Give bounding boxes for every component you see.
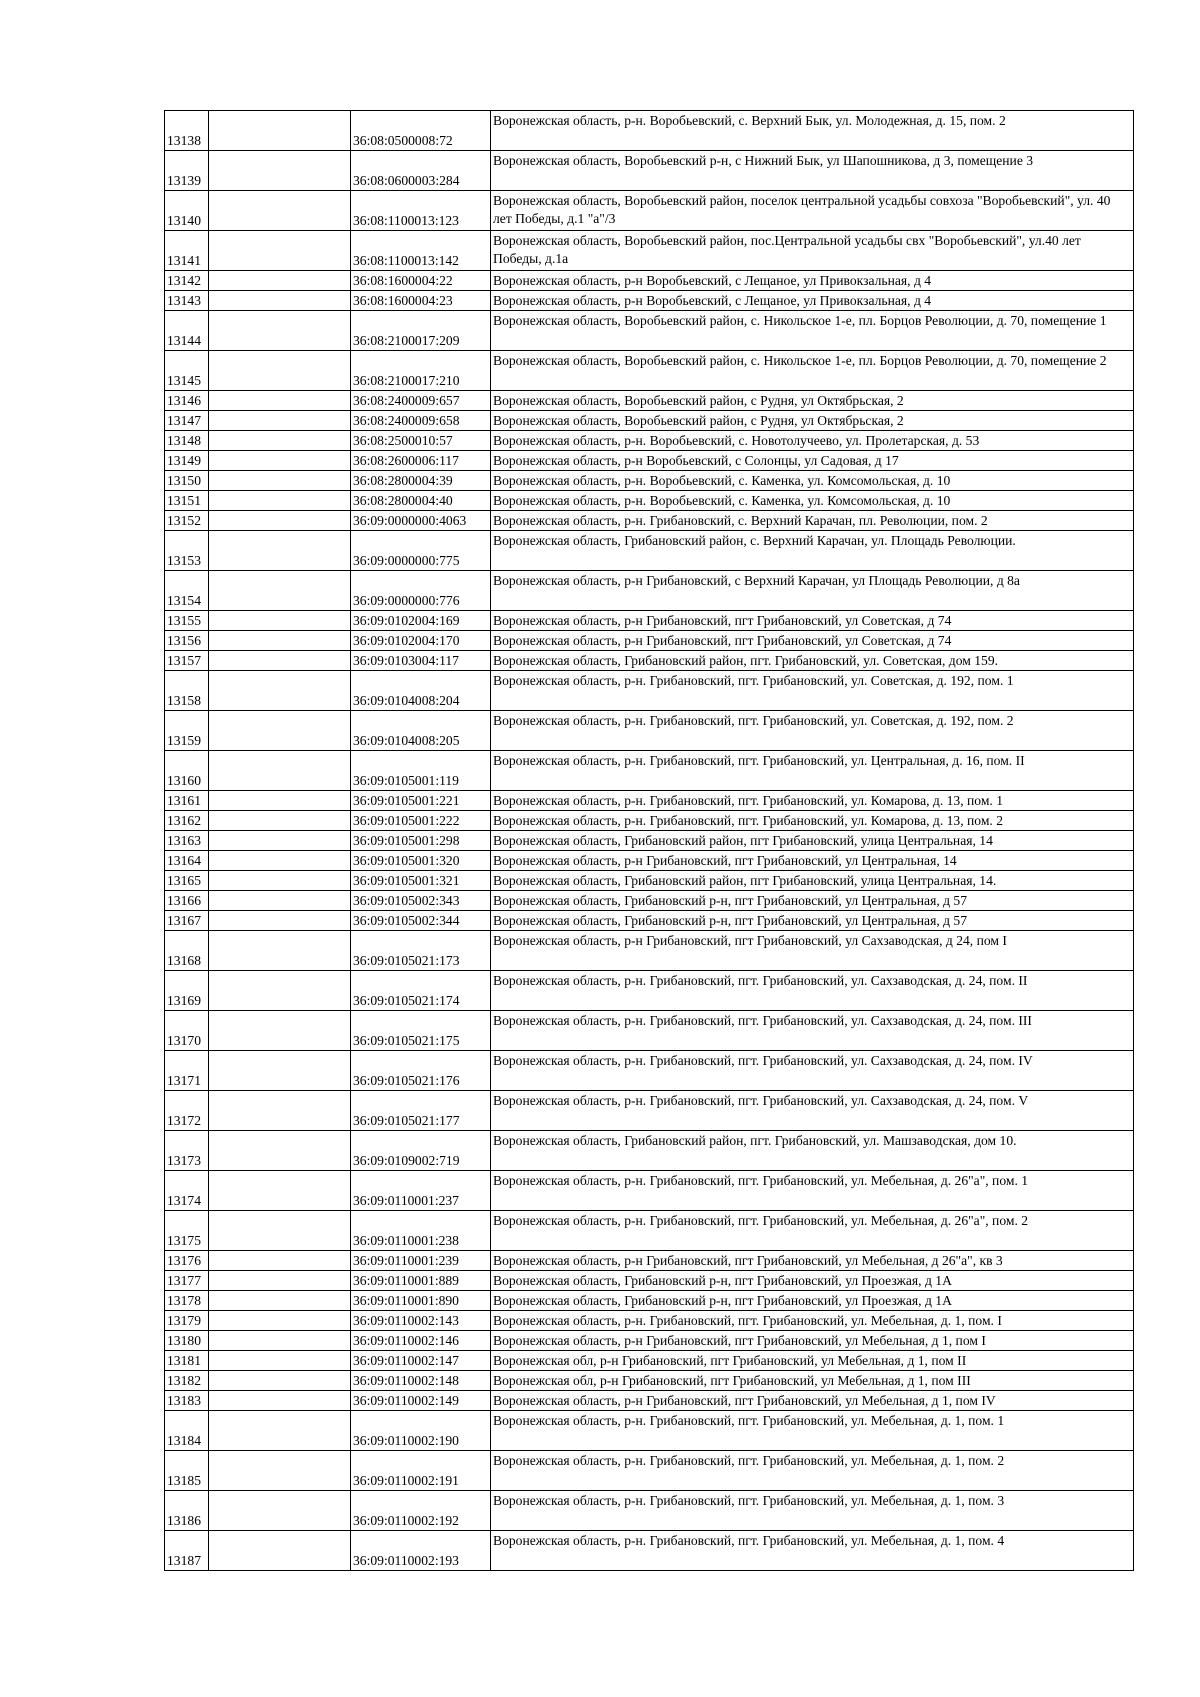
address: Воронежская область, Воробьевский район, поселок центральной усадьбы совхоза "Воробьевский", ул. 40 лет Победы, д.1 "а"/3	[491, 191, 1134, 231]
address: Воронежская область, Грибановский район, пгт. Грибановский, ул. Советская, дом 159.	[491, 651, 1134, 671]
empty-cell	[209, 311, 351, 351]
cadastral-number: 36:09:0102004:169	[351, 611, 491, 631]
row-number: 13151	[165, 491, 209, 511]
empty-cell	[209, 1391, 351, 1411]
empty-cell	[209, 451, 351, 471]
row-number: 13162	[165, 811, 209, 831]
row-number: 13149	[165, 451, 209, 471]
cadastral-number: 36:09:0109002:719	[351, 1131, 491, 1171]
address: Воронежская область, Грибановский р-н, пгт Грибановский, ул Проезжая, д 1А	[491, 1271, 1134, 1291]
address: Воронежская область, р-н Грибановский, пгт Грибановский, ул Мебельная, д 26"а", кв 3	[491, 1251, 1134, 1271]
table-row	[165, 451, 1134, 471]
cadastral-number: 36:09:0110002:192	[351, 1491, 491, 1531]
address: Воронежская область, р-н. Грибановский, пгт. Грибановский, ул. Комарова, д. 13, пом. 1	[491, 791, 1134, 811]
empty-cell	[209, 1311, 351, 1331]
address: Воронежская область, р-н. Воробьевский, с. Новотолучеево, ул. Пролетарская, д. 53	[491, 431, 1134, 451]
empty-cell	[209, 1411, 351, 1451]
empty-cell	[209, 111, 351, 151]
table-row	[165, 1091, 1134, 1131]
address: Воронежская область, р-н Грибановский, пгт Грибановский, ул Советская, д 74	[491, 631, 1134, 651]
empty-cell	[209, 431, 351, 451]
row-number: 13172	[165, 1091, 209, 1131]
table-row	[165, 311, 1134, 351]
row-number: 13175	[165, 1211, 209, 1251]
cadastral-number: 36:09:0102004:170	[351, 631, 491, 651]
row-number: 13154	[165, 571, 209, 611]
cadastral-number: 36:08:2600006:117	[351, 451, 491, 471]
empty-cell	[209, 471, 351, 491]
table-row	[165, 391, 1134, 411]
empty-cell	[209, 291, 351, 311]
row-number: 13176	[165, 1251, 209, 1271]
row-number: 13186	[165, 1491, 209, 1531]
table-row	[165, 791, 1134, 811]
empty-cell	[209, 1491, 351, 1531]
table-row	[165, 1531, 1134, 1571]
address: Воронежская область, р-н. Грибановский, пгт. Грибановский, ул. Сахзаводская, д. 24, пом. III	[491, 1011, 1134, 1051]
cadastral-number: 36:09:0110002:146	[351, 1331, 491, 1351]
cadastral-number: 36:09:0110002:193	[351, 1531, 491, 1571]
table-row	[165, 931, 1134, 971]
empty-cell	[209, 1451, 351, 1491]
cadastral-number: 36:09:0105021:173	[351, 931, 491, 971]
empty-cell	[209, 1131, 351, 1171]
table-row	[165, 231, 1134, 271]
table-row	[165, 571, 1134, 611]
cadastral-number: 36:08:2100017:210	[351, 351, 491, 391]
row-number: 13181	[165, 1351, 209, 1371]
table-row	[165, 351, 1134, 391]
address: Воронежская область, р-н. Грибановский, пгт. Грибановский, ул. Мебельная, д. 1, пом. 1	[491, 1411, 1134, 1451]
empty-cell	[209, 1351, 351, 1371]
row-number: 13173	[165, 1131, 209, 1171]
table-row	[165, 711, 1134, 751]
address: Воронежская область, р-н. Воробьевский, с. Каменка, ул. Комсомольская, д. 10	[491, 491, 1134, 511]
table-row	[165, 751, 1134, 791]
empty-cell	[209, 531, 351, 571]
empty-cell	[209, 1091, 351, 1131]
row-number: 13182	[165, 1371, 209, 1391]
row-number: 13142	[165, 271, 209, 291]
cadastral-number: 36:08:1100013:123	[351, 191, 491, 231]
address: Воронежская область, р-н. Грибановский, пгт. Грибановский, ул. Сахзаводская, д. 24, пом. IV	[491, 1051, 1134, 1091]
cadastral-number: 36:09:0105021:176	[351, 1051, 491, 1091]
cadastral-number: 36:08:1600004:22	[351, 271, 491, 291]
row-number: 13145	[165, 351, 209, 391]
row-number: 13155	[165, 611, 209, 631]
row-number: 13169	[165, 971, 209, 1011]
address: Воронежская область, Грибановский район, с. Верхний Карачан, ул. Площадь Революции.	[491, 531, 1134, 571]
address: Воронежская область, Грибановский р-н, пгт Грибановский, ул Центральная, д 57	[491, 911, 1134, 931]
table-row	[165, 1411, 1134, 1451]
row-number: 13170	[165, 1011, 209, 1051]
empty-cell	[209, 231, 351, 271]
cadastral-number: 36:09:0110001:890	[351, 1291, 491, 1311]
row-number: 13153	[165, 531, 209, 571]
table-row	[165, 191, 1134, 231]
table-row	[165, 1251, 1134, 1271]
address: Воронежская область, Грибановский район, пгт. Грибановский, ул. Машзаводская, дом 10.	[491, 1131, 1134, 1171]
empty-cell	[209, 1331, 351, 1351]
cadastral-number: 36:09:0105002:344	[351, 911, 491, 931]
row-number: 13166	[165, 891, 209, 911]
row-number: 13177	[165, 1271, 209, 1291]
row-number: 13146	[165, 391, 209, 411]
cadastral-number: 36:09:0104008:204	[351, 671, 491, 711]
empty-cell	[209, 631, 351, 651]
empty-cell	[209, 911, 351, 931]
empty-cell	[209, 891, 351, 911]
address: Воронежская область, Воробьевский район, пос.Центральной усадьбы свх "Воробьевский", ул.40 лет Победы, д.1а	[491, 231, 1134, 271]
empty-cell	[209, 491, 351, 511]
empty-cell	[209, 151, 351, 191]
row-number: 13179	[165, 1311, 209, 1331]
table-row	[165, 1351, 1134, 1371]
table-row	[165, 631, 1134, 651]
address: Воронежская область, Воробьевский район, с Рудня, ул Октябрьская, 2	[491, 391, 1134, 411]
register-body	[165, 111, 1134, 1571]
cadastral-number: 36:09:0110001:889	[351, 1271, 491, 1291]
cadastral-number: 36:08:2800004:39	[351, 471, 491, 491]
cadastral-number: 36:09:0104008:205	[351, 711, 491, 751]
address: Воронежская область, р-н. Грибановский, пгт. Грибановский, ул. Мебельная, д. 26"а", пом. 2	[491, 1211, 1134, 1251]
empty-cell	[209, 1011, 351, 1051]
cadastral-number: 36:08:2400009:658	[351, 411, 491, 431]
empty-cell	[209, 711, 351, 751]
row-number: 13185	[165, 1451, 209, 1491]
cadastral-number: 36:09:0103004:117	[351, 651, 491, 671]
table-row	[165, 1211, 1134, 1251]
empty-cell	[209, 411, 351, 431]
table-row	[165, 1331, 1134, 1351]
address: Воронежская область, Воробьевский р-н, с Нижний Бык, ул Шапошникова, д 3, помещение 3	[491, 151, 1134, 191]
address: Воронежская область, р-н. Грибановский, пгт. Грибановский, ул. Мебельная, д. 1, пом. 3	[491, 1491, 1134, 1531]
cadastral-number: 36:09:0105002:343	[351, 891, 491, 911]
table-row	[165, 1271, 1134, 1291]
empty-cell	[209, 871, 351, 891]
address: Воронежская область, р-н Воробьевский, с Лещаное, ул Привокзальная, д 4	[491, 271, 1134, 291]
cadastral-number: 36:09:0110001:238	[351, 1211, 491, 1251]
empty-cell	[209, 271, 351, 291]
cadastral-number: 36:09:0105001:320	[351, 851, 491, 871]
row-number: 13144	[165, 311, 209, 351]
address: Воронежская область, р-н Грибановский, пгт Грибановский, ул Советская, д 74	[491, 611, 1134, 631]
row-number: 13180	[165, 1331, 209, 1351]
cadastral-number: 36:09:0110002:191	[351, 1451, 491, 1491]
row-number: 13178	[165, 1291, 209, 1311]
table-row	[165, 1171, 1134, 1211]
address: Воронежская область, р-н. Грибановский, пгт. Грибановский, ул. Мебельная, д. 26"а", пом. 1	[491, 1171, 1134, 1211]
row-number: 13187	[165, 1531, 209, 1571]
cadastral-number: 36:09:0105021:177	[351, 1091, 491, 1131]
row-number: 13184	[165, 1411, 209, 1451]
row-number: 13140	[165, 191, 209, 231]
table-row	[165, 431, 1134, 451]
cadastral-number: 36:09:0110001:239	[351, 1251, 491, 1271]
table-row	[165, 511, 1134, 531]
cadastral-number: 36:09:0000000:776	[351, 571, 491, 611]
row-number: 13141	[165, 231, 209, 271]
row-number: 13143	[165, 291, 209, 311]
cadastral-number: 36:09:0105021:174	[351, 971, 491, 1011]
empty-cell	[209, 651, 351, 671]
cadastral-number: 36:09:0000000:4063	[351, 511, 491, 531]
address: Воронежская область, Грибановский р-н, пгт Грибановский, ул Проезжая, д 1А	[491, 1291, 1134, 1311]
cadastral-number: 36:09:0105001:119	[351, 751, 491, 791]
row-number: 13159	[165, 711, 209, 751]
address: Воронежская область, р-н. Грибановский, пгт. Грибановский, ул. Мебельная, д. 1, пом. I	[491, 1311, 1134, 1331]
table-row	[165, 851, 1134, 871]
table-row	[165, 611, 1134, 631]
cadastral-number: 36:09:0105001:321	[351, 871, 491, 891]
address: Воронежская область, Грибановский район, пгт Грибановский, улица Центральная, 14	[491, 831, 1134, 851]
address: Воронежская область, Грибановский район, пгт Грибановский, улица Центральная, 14.	[491, 871, 1134, 891]
table-row	[165, 971, 1134, 1011]
table-row	[165, 651, 1134, 671]
address: Воронежская область, р-н. Грибановский, пгт. Грибановский, ул. Сахзаводская, д. 24, пом. II	[491, 971, 1134, 1011]
table-row	[165, 291, 1134, 311]
cadastral-number: 36:09:0110002:143	[351, 1311, 491, 1331]
cadastral-number: 36:09:0000000:775	[351, 531, 491, 571]
row-number: 13139	[165, 151, 209, 191]
empty-cell	[209, 811, 351, 831]
row-number: 13183	[165, 1391, 209, 1411]
address: Воронежская область, р-н. Грибановский, с. Верхний Карачан, пл. Революции, пом. 2	[491, 511, 1134, 531]
empty-cell	[209, 1051, 351, 1091]
table-row	[165, 891, 1134, 911]
address: Воронежская область, р-н. Грибановский, пгт. Грибановский, ул. Мебельная, д. 1, пом. 4	[491, 1531, 1134, 1571]
row-number: 13164	[165, 851, 209, 871]
address: Воронежская область, р-н. Грибановский, пгт. Грибановский, ул. Сахзаводская, д. 24, пом. V	[491, 1091, 1134, 1131]
empty-cell	[209, 1211, 351, 1251]
table-row	[165, 1391, 1134, 1411]
empty-cell	[209, 851, 351, 871]
address: Воронежская область, р-н. Грибановский, пгт. Грибановский, ул. Советская, д. 192, пом. 1	[491, 671, 1134, 711]
table-row	[165, 671, 1134, 711]
address: Воронежская область, р-н Грибановский, пгт Грибановский, ул Мебельная, д 1, пом IV	[491, 1391, 1134, 1411]
empty-cell	[209, 931, 351, 971]
cadastral-number: 36:09:0110001:237	[351, 1171, 491, 1211]
table-row	[165, 911, 1134, 931]
cadastral-number: 36:08:1600004:23	[351, 291, 491, 311]
empty-cell	[209, 511, 351, 531]
row-number: 13152	[165, 511, 209, 531]
address: Воронежская область, р-н. Грибановский, пгт. Грибановский, ул. Комарова, д. 13, пом. 2	[491, 811, 1134, 831]
cadastral-number: 36:09:0105001:221	[351, 791, 491, 811]
empty-cell	[209, 971, 351, 1011]
cadastral-number: 36:09:0110002:148	[351, 1371, 491, 1391]
table-row	[165, 1451, 1134, 1491]
row-number: 13160	[165, 751, 209, 791]
row-number: 13171	[165, 1051, 209, 1091]
cadastral-number: 36:09:0110002:149	[351, 1391, 491, 1411]
empty-cell	[209, 1171, 351, 1211]
empty-cell	[209, 191, 351, 231]
cadastral-number: 36:09:0110002:147	[351, 1351, 491, 1371]
address: Воронежская область, Воробьевский район, с. Никольское 1-е, пл. Борцов Революции, д. 70, помещение 2	[491, 351, 1134, 391]
table-row	[165, 491, 1134, 511]
address: Воронежская область, Грибановский р-н, пгт Грибановский, ул Центральная, д 57	[491, 891, 1134, 911]
cadastral-number: 36:08:2800004:40	[351, 491, 491, 511]
cadastral-number: 36:08:0500008:72	[351, 111, 491, 151]
empty-cell	[209, 1251, 351, 1271]
empty-cell	[209, 1271, 351, 1291]
address: Воронежская область, р-н. Грибановский, пгт. Грибановский, ул. Центральная, д. 16, пом. II	[491, 751, 1134, 791]
cadastral-number: 36:09:0105001:222	[351, 811, 491, 831]
cadastral-number: 36:08:2100017:209	[351, 311, 491, 351]
address: Воронежская область, р-н Воробьевский, с Солонцы, ул Садовая, д 17	[491, 451, 1134, 471]
table-row	[165, 811, 1134, 831]
address: Воронежская область, Воробьевский район, с Рудня, ул Октябрьская, 2	[491, 411, 1134, 431]
table-row	[165, 831, 1134, 851]
empty-cell	[209, 571, 351, 611]
table-row	[165, 1311, 1134, 1331]
cadastral-number: 36:08:2400009:657	[351, 391, 491, 411]
property-register-table	[164, 110, 1134, 1571]
empty-cell	[209, 1531, 351, 1571]
table-row	[165, 871, 1134, 891]
address: Воронежская область, Воробьевский район, с. Никольское 1-е, пл. Борцов Революции, д. 70, помещение 1	[491, 311, 1134, 351]
row-number: 13138	[165, 111, 209, 151]
empty-cell	[209, 611, 351, 631]
address: Воронежская обл, р-н Грибановский, пгт Грибановский, ул Мебельная, д 1, пом III	[491, 1371, 1134, 1391]
cadastral-number: 36:09:0105001:298	[351, 831, 491, 851]
row-number: 13158	[165, 671, 209, 711]
empty-cell	[209, 831, 351, 851]
table-row	[165, 111, 1134, 151]
table-row	[165, 1051, 1134, 1091]
cadastral-number: 36:09:0105021:175	[351, 1011, 491, 1051]
cadastral-number: 36:09:0110002:190	[351, 1411, 491, 1451]
table-row	[165, 151, 1134, 191]
address: Воронежская область, р-н. Грибановский, пгт. Грибановский, ул. Советская, д. 192, пом. 2	[491, 711, 1134, 751]
row-number: 13157	[165, 651, 209, 671]
empty-cell	[209, 1291, 351, 1311]
cadastral-number: 36:08:2500010:57	[351, 431, 491, 451]
table-row	[165, 1011, 1134, 1051]
row-number: 13168	[165, 931, 209, 971]
row-number: 13165	[165, 871, 209, 891]
cadastral-number: 36:08:0600003:284	[351, 151, 491, 191]
row-number: 13148	[165, 431, 209, 451]
address: Воронежская область, р-н. Воробьевский, с. Верхний Бык, ул. Молодежная, д. 15, пом. 2	[491, 111, 1134, 151]
address: Воронежская обл, р-н Грибановский, пгт Грибановский, ул Мебельная, д 1, пом II	[491, 1351, 1134, 1371]
address: Воронежская область, р-н. Грибановский, пгт. Грибановский, ул. Мебельная, д. 1, пом. 2	[491, 1451, 1134, 1491]
empty-cell	[209, 751, 351, 791]
table-row	[165, 1131, 1134, 1171]
row-number: 13163	[165, 831, 209, 851]
table-row	[165, 271, 1134, 291]
table-row	[165, 411, 1134, 431]
cadastral-number: 36:08:1100013:142	[351, 231, 491, 271]
empty-cell	[209, 791, 351, 811]
table-row	[165, 1371, 1134, 1391]
table-row	[165, 471, 1134, 491]
table-row	[165, 1291, 1134, 1311]
address: Воронежская область, р-н Грибановский, с Верхний Карачан, ул Площадь Революции, д 8а	[491, 571, 1134, 611]
empty-cell	[209, 351, 351, 391]
row-number: 13156	[165, 631, 209, 651]
address: Воронежская область, р-н Грибановский, пгт Грибановский, ул Мебельная, д 1, пом I	[491, 1331, 1134, 1351]
address: Воронежская область, р-н Воробьевский, с Лещаное, ул Привокзальная, д 4	[491, 291, 1134, 311]
address: Воронежская область, р-н Грибановский, пгт Грибановский, ул Центральная, 14	[491, 851, 1134, 871]
row-number: 13161	[165, 791, 209, 811]
row-number: 13167	[165, 911, 209, 931]
row-number: 13147	[165, 411, 209, 431]
table-row	[165, 531, 1134, 571]
row-number: 13174	[165, 1171, 209, 1211]
address: Воронежская область, р-н Грибановский, пгт Грибановский, ул Сахзаводская, д 24, пом I	[491, 931, 1134, 971]
table-row	[165, 1491, 1134, 1531]
address: Воронежская область, р-н. Воробьевский, с. Каменка, ул. Комсомольская, д. 10	[491, 471, 1134, 491]
empty-cell	[209, 671, 351, 711]
empty-cell	[209, 391, 351, 411]
row-number: 13150	[165, 471, 209, 491]
empty-cell	[209, 1371, 351, 1391]
